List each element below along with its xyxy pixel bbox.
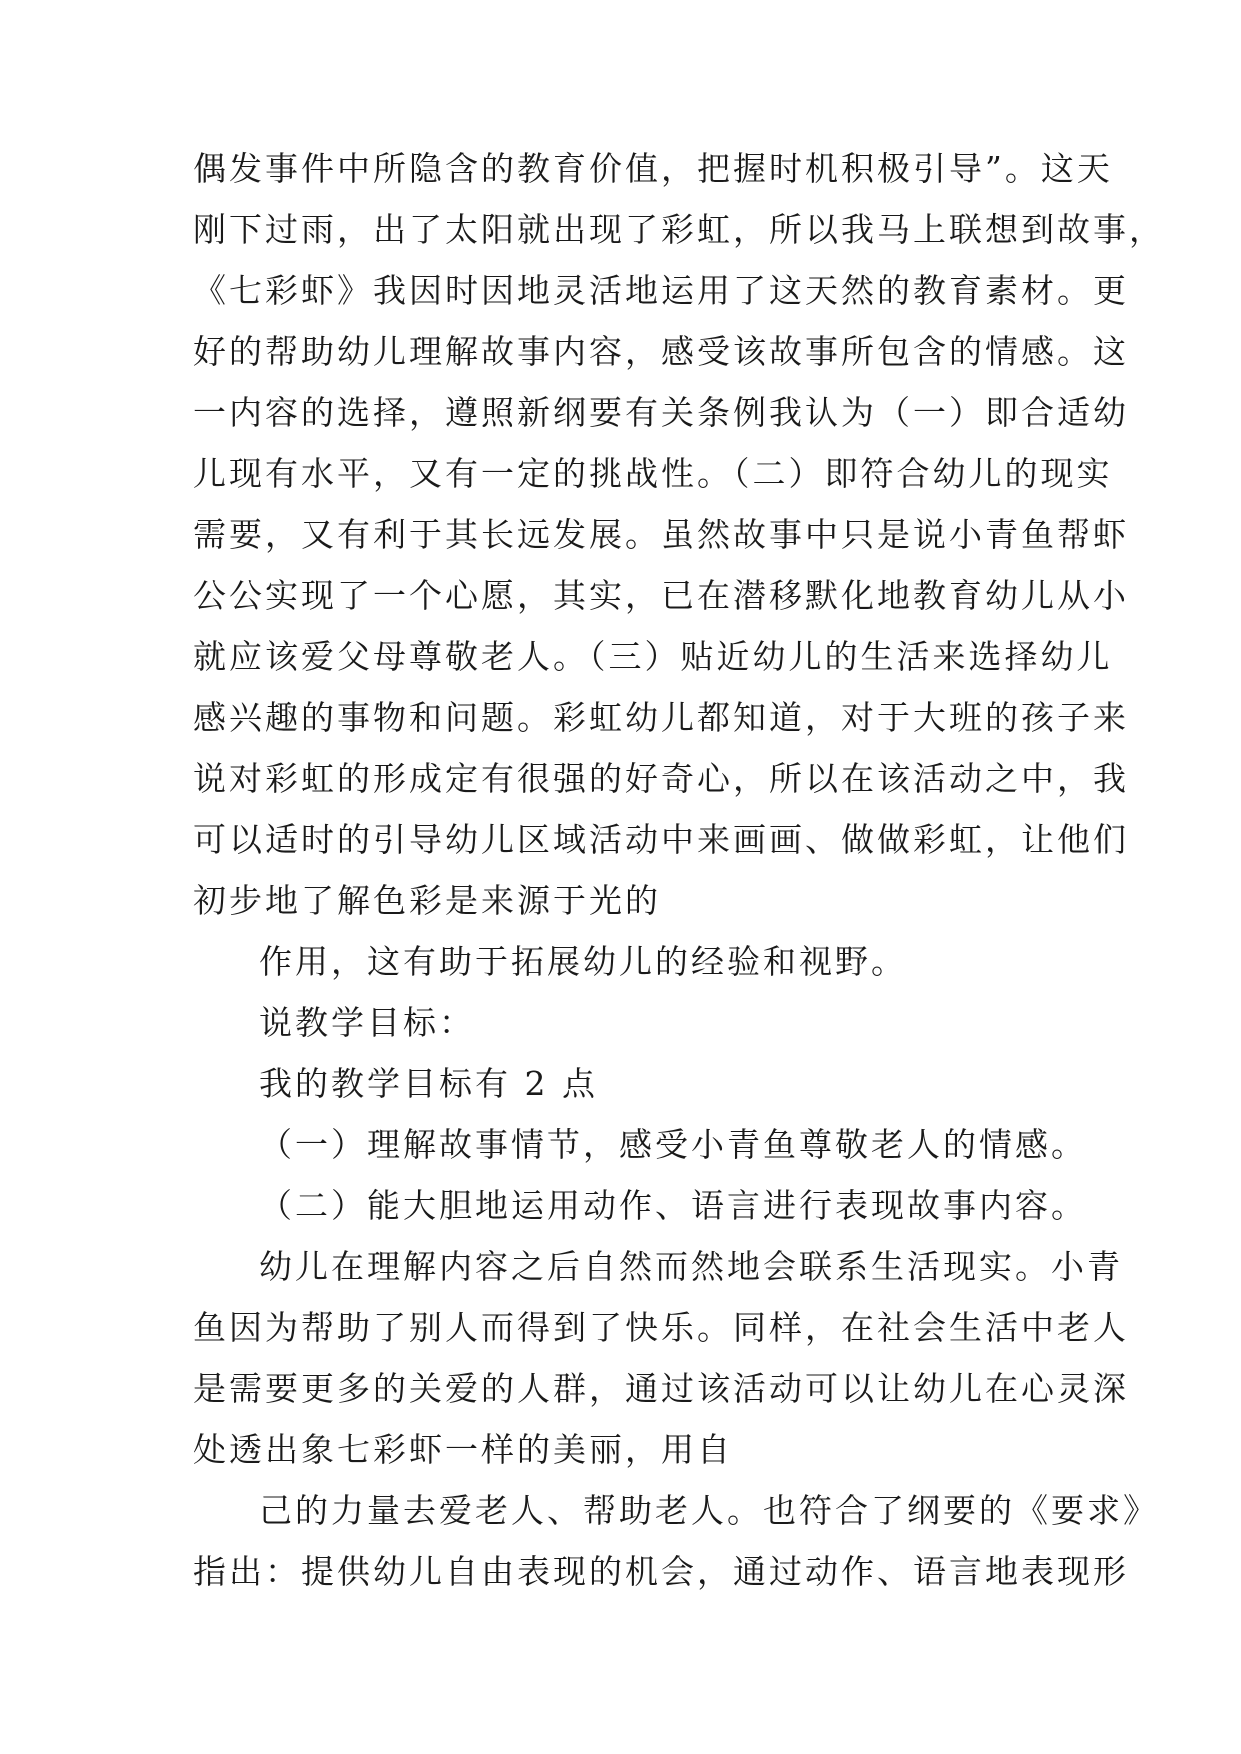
text-line: 处透出象七彩虾一样的美丽，用自	[193, 1430, 733, 1469]
text-line: 刚下过雨，出了太阳就出现了彩虹，所以我马上联想到故事，	[193, 210, 1165, 249]
paragraph	[193, 1053, 1053, 1114]
text-line: 是需要更多的关爱的人群，通过该活动可以让幼儿在心灵深	[193, 1369, 1129, 1408]
text-line: 需要，又有利于其长远发展。虽然故事中只是说小青鱼帮虾	[193, 515, 1129, 554]
text-line: 就应该爱父母尊敬老人。（三）贴近幼儿的生活来选择幼儿	[193, 637, 1113, 676]
text-line: 《七彩虾》我因时因地灵活地运用了这天然的教育素材。更	[193, 271, 1129, 310]
paragraph	[193, 1480, 1159, 1602]
text-line: 感兴趣的事物和问题。彩虹幼儿都知道，对于大班的孩子来	[193, 698, 1129, 737]
paragraph	[193, 931, 1053, 992]
text-line: 我的教学目标有 2 点	[259, 1064, 598, 1103]
paragraph	[193, 1175, 1087, 1236]
text-line: 初步地了解色彩是来源于光的	[193, 881, 661, 920]
text-line: 说教学目标：	[259, 1003, 475, 1042]
paragraph	[193, 1114, 1087, 1175]
text-line: 偶发事件中所隐含的教育价值，把握时机积极引导”。这天	[193, 149, 1113, 188]
text-line: 好的帮助幼儿理解故事内容，感受该故事所包含的情感。这	[193, 332, 1129, 371]
text-line: 鱼因为帮助了别人而得到了快乐。同样，在社会生活中老人	[193, 1308, 1129, 1347]
text-line: （二）能大胆地运用动作、语言进行表现故事内容。	[259, 1186, 1087, 1225]
paragraph	[193, 138, 1165, 931]
text-line: 公公实现了一个心愿，其实，已在潜移默化地教育幼儿从小	[193, 576, 1129, 615]
paragraph	[193, 992, 1053, 1053]
text-line: 说对彩虹的形成定有很强的好奇心，所以在该活动之中，我	[193, 759, 1129, 798]
text-line: 指出：提供幼儿自由表现的机会，通过动作、语言地表现形	[193, 1552, 1129, 1591]
text-line: 一内容的选择，遵照新纲要有关条例我认为（一）即合适幼	[193, 393, 1129, 432]
text-line: 作用，这有助于拓展幼儿的经验和视野。	[259, 942, 907, 981]
text-line: 己的力量去爱老人、帮助老人。也符合了纲要的《要求》	[259, 1491, 1159, 1530]
document-body	[193, 138, 1165, 1602]
text-line: 可以适时的引导幼儿区域活动中来画画、做做彩虹，让他们	[193, 820, 1129, 859]
text-line: （一）理解故事情节，感受小青鱼尊敬老人的情感。	[259, 1125, 1087, 1164]
text-line: 幼儿在理解内容之后自然而然地会联系生活现实。小青	[259, 1247, 1123, 1286]
paragraph	[193, 1236, 1129, 1480]
text-line: 儿现有水平，又有一定的挑战性。（二）即符合幼儿的现实	[193, 454, 1113, 493]
